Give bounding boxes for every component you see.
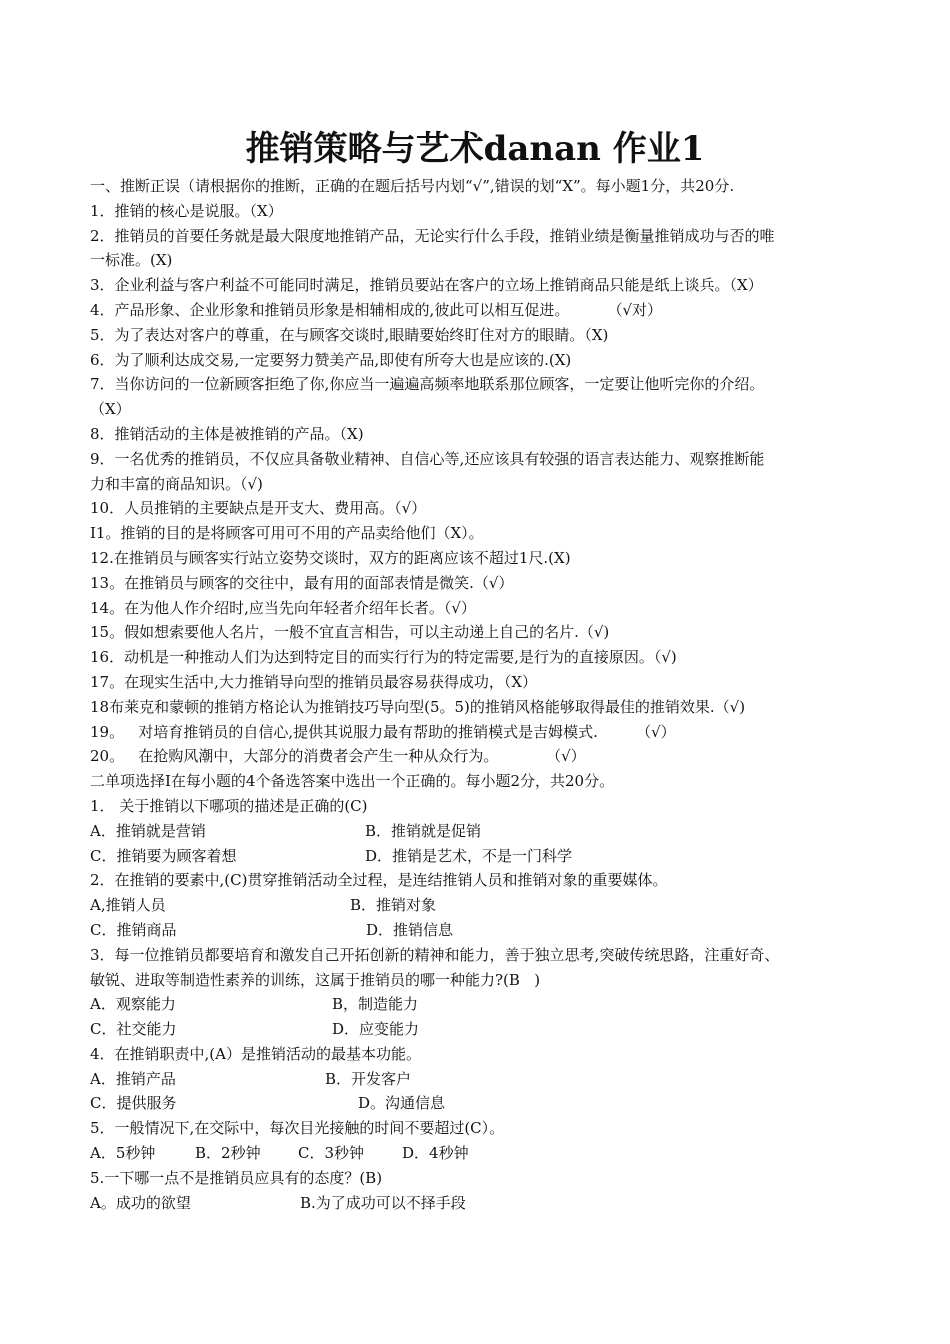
- mc-question-3-options-row1: [90, 992, 890, 1017]
- mc-question-3-options-row2: [90, 1017, 890, 1042]
- option-c: C．社交能力: [90, 1020, 177, 1039]
- tf-question-4: 4．产品形象、企业形象和推销员形象是相辅相成的,彼此可以相互促进。 （√对）: [90, 300, 663, 319]
- tf-question-12: 12.在推销员与顾客实行站立姿势交谈时，双方的距离应该不超过1尺.(X): [90, 548, 571, 567]
- mc-question-5: 5．一般情况下,在交际中，每次目光接触的时间不要超过(C）。: [90, 1119, 505, 1138]
- option-b: B．推销对象: [350, 896, 437, 915]
- option-b: B．开发客户: [325, 1069, 412, 1088]
- mc-question-2-options-row1: [90, 893, 890, 918]
- tf-question-16: 16．动机是一种推动人们为达到特定目的而实行行为的特定需要,是行为的直接原因。（√): [90, 648, 677, 667]
- tf-question-13: 13。在推销员与顾客的交往中，最有用的面部表情是微笑.（√）: [90, 573, 514, 592]
- tf-question-14: 14。在为他人作介绍时,应当先向年轻者介绍年长者。（√）: [90, 598, 476, 617]
- mc-question-3-cont: 敏锐、进取等制造性素养的训练，这属于推销员的哪一种能力?(B ): [90, 970, 541, 989]
- section2-heading: 二单项选择I在每小题的4个备选答案中选出一个正确的。每小题2分，共20分。: [90, 772, 615, 791]
- tf-question-20: 20。 在抢购风潮中，大部分的消费者会产生一种从众行为。 （√）: [90, 747, 586, 766]
- mc-question-6: 5.一下哪一点不是推销员应具有的态度？(B): [90, 1168, 383, 1187]
- tf-question-5: 5．为了表达对客户的尊重，在与顾客交谈时,眼睛要始终盯住对方的眼睛。（X): [90, 325, 609, 344]
- option-a: A,推销人员: [90, 896, 166, 915]
- option-a: A．推销产品: [90, 1069, 176, 1088]
- mc-question-2-options-row2: [90, 918, 890, 943]
- tf-question-3: 3．企业利益与客户利益不可能同时满足，推销员要站在客户的立场上推销商品只能是纸上谈兵。（X）: [90, 276, 763, 295]
- tf-question-9-cont: 力和丰富的商品知识。（√): [90, 474, 263, 493]
- option-c: C．推销要为顾客着想: [90, 846, 237, 865]
- mc-question-5-options-row1: [90, 1141, 890, 1166]
- option-a: A．5秒钟: [90, 1144, 156, 1163]
- tf-question-6: 6．为了顺利达成交易,一定要努力赞美产品,即使有所夸大也是应该的.(X): [90, 350, 572, 369]
- tf-question-7: 7．当你访问的一位新顾客拒绝了你,你应当一遍遍高频率地联系那位顾客，一定要让他听完你的介绍。: [90, 375, 765, 394]
- tf-question-17: 17。在现实生活中,大力推销导向型的推销员最容易获得成功，（X）: [90, 672, 538, 691]
- tf-question-15: 15。假如想索要他人名片，一般不宜直言相告，可以主动递上自己的名片.（√): [90, 623, 610, 642]
- option-a: A。成功的欲望: [90, 1193, 191, 1212]
- option-d: D。沟通信息: [358, 1094, 446, 1113]
- document-body: [90, 174, 890, 1215]
- option-a: A．观察能力: [90, 995, 176, 1014]
- option-d: D．推销是艺术，不是一门科学: [365, 846, 573, 865]
- mc-question-4-options-row2: [90, 1091, 890, 1116]
- option-b: B．推销就是促销: [365, 821, 482, 840]
- tf-question-1: 1．推销的核心是说服。（X）: [90, 201, 283, 220]
- document-title: 推销策略与艺术danan 作业1: [245, 129, 705, 169]
- tf-question-8: 8．推销活动的主体是被推销的产品。（X): [90, 424, 364, 443]
- option-b: B．2秒钟: [195, 1144, 261, 1163]
- mc-question-1-options-row2: [90, 844, 890, 869]
- mc-question-1-options-row1: [90, 819, 890, 844]
- option-c: C．3秒钟: [298, 1144, 365, 1163]
- mc-question-3: 3．每一位推销员都要培育和激发自己开拓创新的精神和能力，善于独立思考,突破传统思路，注重好奇、: [90, 945, 780, 964]
- option-d: D．推销信息: [366, 920, 454, 939]
- option-c: C．推销商品: [90, 920, 177, 939]
- tf-question-9: 9．一名优秀的推销员，不仅应具备敬业精神、自信心等,还应该具有较强的语言表达能力、观察推断能: [90, 449, 765, 468]
- option-a: A．推销就是营销: [90, 821, 206, 840]
- mc-question-6-options-row1: [90, 1191, 890, 1216]
- tf-question-11: I1。推销的目的是将顾客可用可不用的产品卖给他们（X）。: [90, 524, 484, 543]
- option-d: D．4秒钟: [402, 1144, 469, 1163]
- tf-question-19: 19。 对培育推销员的自信心,提供其说服力最有帮助的推销模式是吉姆模式. （√）: [90, 722, 676, 741]
- mc-question-1: 1． 关于推销以下哪项的描述是正确的(C): [90, 796, 368, 815]
- option-b: B，制造能力: [332, 995, 419, 1014]
- tf-question-18: 18布莱克和蒙顿的推销方格论认为推销技巧导向型(5。5)的推销风格能够取得最佳的推销效果.（√): [90, 697, 746, 716]
- option-c: C．提供服务: [90, 1094, 177, 1113]
- tf-question-2: 2．推销员的首要任务就是最大限度地推销产品，无论实行什么手段，推销业绩是衡量推销成功与否的唯: [90, 226, 775, 245]
- tf-question-2-cont: 一标准。(X): [90, 251, 173, 270]
- tf-question-7-cont: （X）: [90, 400, 131, 419]
- option-b: B.为了成功可以不择手段: [300, 1193, 466, 1212]
- mc-question-4-options-row1: [90, 1067, 890, 1092]
- section1-heading: 一、推断正误（请根据你的推断，正确的在题后括号内划“√”,错误的划“X”。每小题1分，共20分.: [90, 177, 735, 195]
- tf-question-10: 10．人员推销的主要缺点是开支大、费用高。（√）: [90, 499, 427, 518]
- mc-question-2: 2．在推销的要素中,(C)贯穿推销活动全过程，是连结推销人员和推销对象的重要媒体。: [90, 871, 668, 890]
- option-d: D．应变能力: [332, 1020, 420, 1039]
- mc-question-4: 4．在推销职责中,(A）是推销活动的最基本功能。: [90, 1044, 421, 1063]
